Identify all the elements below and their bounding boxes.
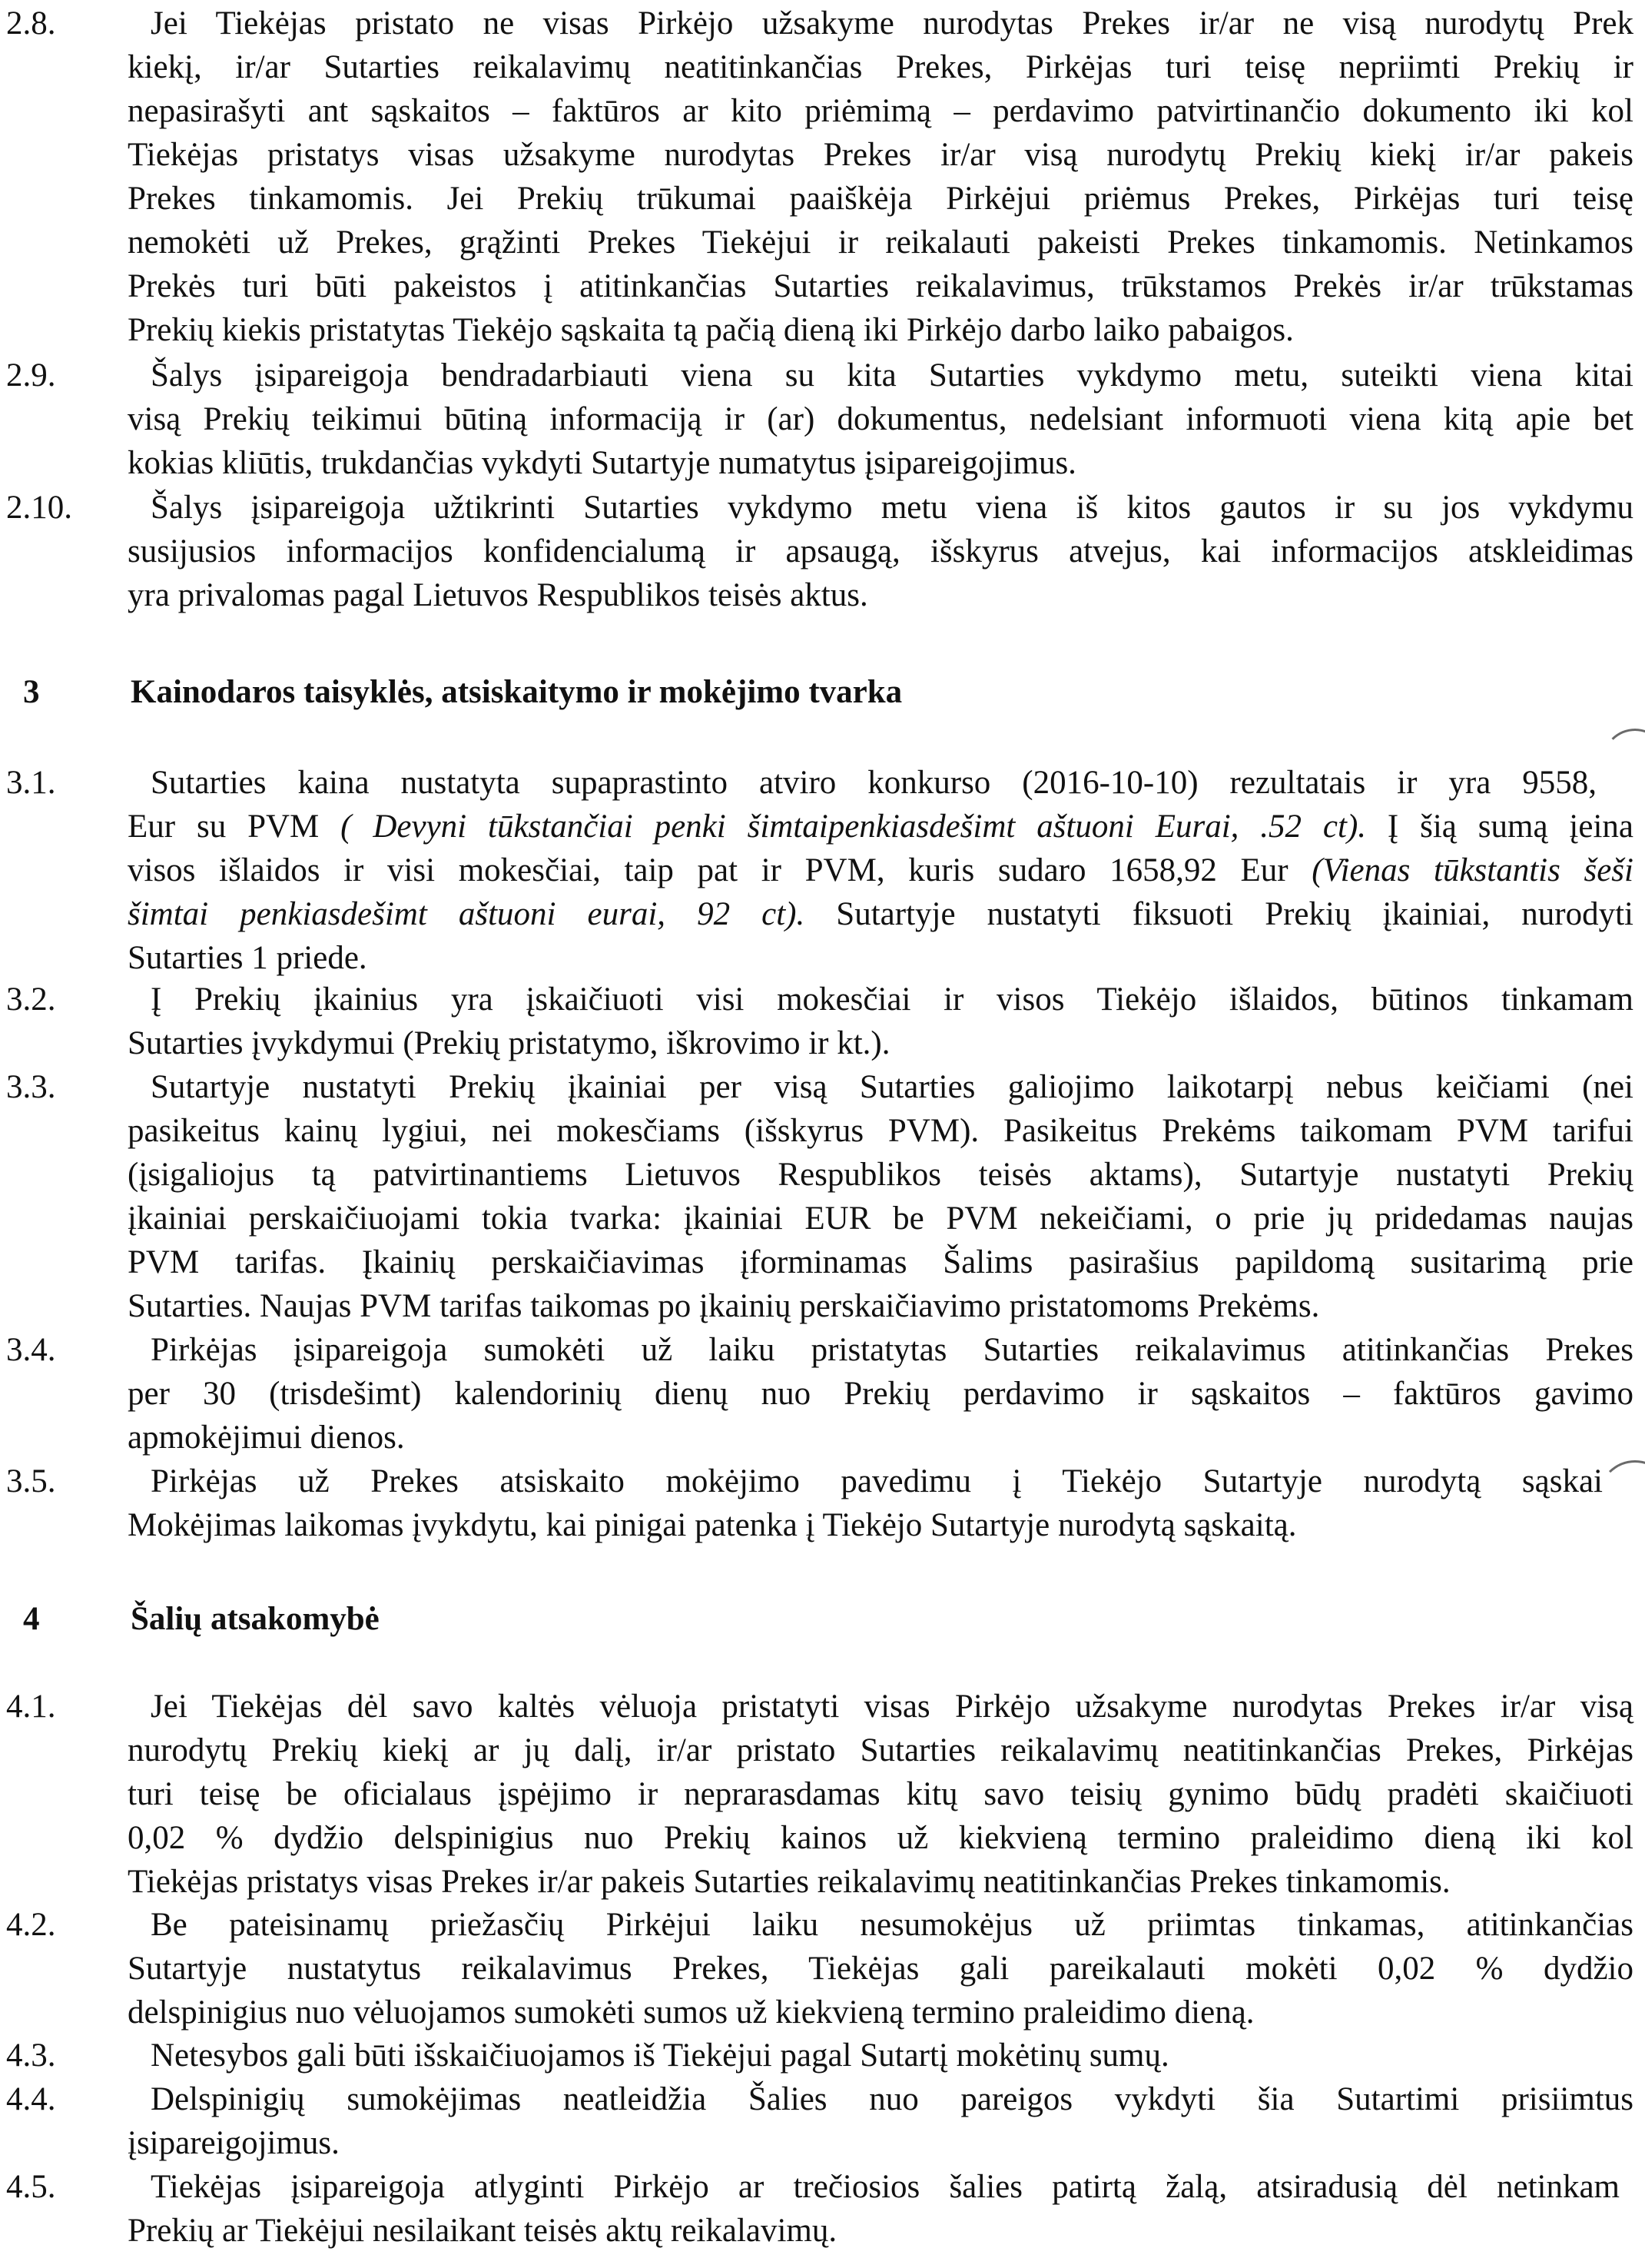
clause-text-line: visos išlaidos ir visi mokesčiai, taip pat ir PVM, kuris sudaro 1658,92 Eur (Vienas tūkstantis šeši: [128, 852, 1633, 888]
clause-text-line: Pirkėjas už Prekes atsiskaito mokėjimo pavedimu į Tiekėjo Sutartyje nurodytą sąskai: [151, 1463, 1603, 1499]
clause-text-line: Prekės turi būti pakeistos į atitinkančias Sutarties reikalavimus, trūkstamos Prekės ir/ar trūkstamas: [128, 268, 1633, 304]
clause-text-line: kiekį, ir/ar Sutarties reikalavimų neatitinkančias Prekes, Pirkėjas turi teisę nepriimti Prekių ir: [128, 49, 1633, 85]
clause-text-line: Sutartyje nustatytus reikalavimus Prekes, Tiekėjas gali pareikalauti mokėti 0,02 % dydžio: [128, 1951, 1633, 1987]
clause-2-8: [6, 2, 1633, 352]
clause-text-line: Tiekėjas pristatys visas Prekes ir/ar pakeis Sutarties reikalavimų neatitinkančias Prekes tinkamomis.: [128, 1864, 1451, 1900]
clause-number: 2.8.: [6, 5, 56, 42]
clause-4-5: [6, 2165, 1633, 2253]
clause-text-line: šimtai penkiasdešimt aštuoni eurai, 92 ct). Sutartyje nustatyti fiksuoti Prekių įkainiai, nurodyti: [128, 896, 1633, 932]
clause-text-line: Sutarties 1 priede.: [128, 940, 367, 976]
section-heading-4: [23, 1597, 380, 1641]
section-heading-3: [23, 670, 902, 714]
clause-text-line: Pirkėjas įsipareigoja sumokėti už laiku pristatytas Sutarties reikalavimus atitinkančias Prekes: [151, 1332, 1633, 1368]
clause-text-line: Prekių ar Tiekėjui nesilaikant teisės aktų reikalavimų.: [128, 2213, 837, 2249]
clause-text-line: pasikeitus kainų lygiui, nei mokesčiams (išskyrus PVM). Pasikeitus Prekėms taikomam PVM tarifui: [128, 1113, 1633, 1149]
section-title: Šalių atsakomybė: [131, 1601, 380, 1637]
clause-text-line: nurodytų Prekių kiekį ar jų dalį, ir/ar pristato Sutarties reikalavimų neatitinkančias Prekes, Pirkėjas: [128, 1732, 1633, 1768]
clause-2-9: [6, 354, 1633, 485]
clause-text-line: Netesybos gali būti išskaičiuojamos iš Tiekėjui pagal Sutartį mokėtinų sumų.: [151, 2037, 1169, 2074]
clause-number: 4.4.: [6, 2081, 56, 2117]
section-number: 4: [23, 1601, 40, 1637]
clause-text-line: Į Prekių įkainius yra įskaičiuoti visi mokesčiai ir visos Tiekėjo išlaidos, būtinos tinkamam: [151, 981, 1633, 1018]
clause-text-line: Jei Tiekėjas pristato ne visas Pirkėjo užsakyme nurodytas Prekes ir/ar ne visą nurodytų Prek: [151, 5, 1633, 42]
clause-text-line: Sutarties. Naujas PVM tarifas taikomas po įkainių perskaičiavimo pristatomoms Prekėms.: [128, 1288, 1320, 1324]
clause-text-line: Tiekėjas įsipareigoja atlyginti Pirkėjo ar trečiosios šalies patirtą žalą, atsiradusią dėl netinkam: [151, 2169, 1620, 2205]
clause-4-2: [6, 1903, 1633, 2034]
clause-text-line: Be pateisinamų priežasčių Pirkėjui laiku nesumokėjus už priimtas tinkamas, atitinkančias: [151, 1907, 1633, 1943]
clause-text-line: nemokėti už Prekes, grąžinti Prekes Tiekėjui ir reikalauti pakeisti Prekes tinkamomis. Netinkamos: [128, 224, 1633, 261]
clause-3-5: [6, 1459, 1633, 1547]
clause-4-4: [6, 2077, 1633, 2165]
clause-number: 4.1.: [6, 1689, 56, 1725]
clause-number: 3.3.: [6, 1069, 56, 1105]
clause-text-line: Prekes tinkamomis. Jei Prekių trūkumai paaiškėja Pirkėjui priėmus Prekes, Pirkėjas turi teisę: [128, 181, 1633, 217]
clause-number: 2.9.: [6, 357, 56, 393]
clause-text-line: įsipareigojimus.: [128, 2125, 340, 2161]
clause-text-line: kokias kliūtis, trukdančias vykdyti Sutartyje numatytus įsipareigojimus.: [128, 445, 1076, 481]
clause-number: 3.2.: [6, 981, 56, 1018]
clause-text-line: Sutarties kaina nustatyta supaprastinto atviro konkurso (2016-10-10) rezultatais ir yra 9558,: [151, 765, 1597, 801]
clause-text-line: Mokėjimas laikomas įvykdytu, kai pinigai patenka į Tiekėjo Sutartyje nurodytą sąskaitą.: [128, 1507, 1297, 1543]
clause-text-line: nepasirašyti ant sąskaitos – faktūros ar kito priėmimą – perdavimo patvirtinančio dokumento iki kol: [128, 93, 1633, 129]
clause-text-line: apmokėjimui dienos.: [128, 1420, 405, 1456]
clause-text-line: turi teisę be oficialaus įspėjimo ir neprarasdamas kitų savo teisių gynimo būdų pradėti skaičiuoti: [128, 1776, 1633, 1812]
clause-3-2: [6, 978, 1633, 1065]
clause-text-line: delspinigius nuo vėluojamos sumokėti sumos už kiekvieną termino praleidimo dieną.: [128, 1994, 1255, 2031]
clause-text-line: Šalys įsipareigoja užtikrinti Sutarties vykdymo metu viena iš kitos gautos ir su jos vykdymu: [151, 490, 1633, 526]
clause-text-line: Delspinigių sumokėjimas neatleidžia Šalies nuo pareigos vykdyti šia Sutartimi prisiimtus: [151, 2081, 1633, 2117]
clause-2-10: [6, 486, 1633, 617]
clause-number: 3.4.: [6, 1332, 56, 1368]
clause-text-line: Šalys įsipareigoja bendradarbiauti viena su kita Sutarties vykdymo metu, suteikti viena kitai: [151, 357, 1633, 393]
clause-text-line: įkainiai perskaičiuojami tokia tvarka: įkainiai EUR be PVM nekeičiami, o prie jų pridedamas naujas: [128, 1200, 1633, 1237]
clause-number: 2.10.: [6, 490, 72, 526]
clause-3-4: [6, 1328, 1633, 1459]
clause-text-line: Tiekėjas pristatys visas užsakyme nurodytas Prekes ir/ar visą nurodytų Prekių kiekį ir/ar pakeis: [128, 137, 1633, 173]
clause-3-1: [6, 761, 1633, 980]
clause-number: 4.5.: [6, 2169, 56, 2205]
clause-text-line: Eur su PVM ( Devyni tūkstančiai penki šimtaipenkiasdešimt aštuoni Eurai, .52 ct). Į šią sumą įeina: [128, 809, 1633, 845]
clause-text-line: visą Prekių teikimui būtiną informaciją ir (ar) dokumentus, nedelsiant informuoti viena kitą apie bet: [128, 401, 1633, 437]
clause-3-3: [6, 1065, 1633, 1328]
clause-text-line: 0,02 % dydžio delspinigius nuo Prekių kainos už kiekvieną termino praleidimo dieną iki kol: [128, 1820, 1633, 1856]
clause-text-line: (įsigaliojus tą patvirtinantiems Lietuvos Respublikos teisės aktams), Sutartyje nustatyti Prekių: [128, 1157, 1633, 1193]
clause-text-line: PVM tarifas. Įkainių perskaičiavimas įforminamas Šalims pasirašius papildomą susitarimą prie: [128, 1244, 1633, 1280]
clause-4-3: [6, 2034, 1633, 2077]
clause-number: 3.5.: [6, 1463, 56, 1499]
section-title: Kainodaros taisyklės, atsiskaitymo ir mokėjimo tvarka: [131, 674, 903, 710]
clause-text-line: yra privalomas pagal Lietuvos Respublikos teisės aktus.: [128, 577, 868, 613]
clause-text-line: susijusios informacijos konfidencialumą ir apsaugą, išskyrus atvejus, kai informacijos atskleidimas: [128, 533, 1633, 569]
clause-number: 4.2.: [6, 1907, 56, 1943]
clause-4-1: [6, 1685, 1633, 1904]
clause-text-line: per 30 (trisdešimt) kalendorinių dienų nuo Prekių perdavimo ir sąskaitos – faktūros gavimo: [128, 1376, 1633, 1412]
clause-text-line: Sutartyje nustatyti Prekių įkainiai per visą Sutarties galiojimo laikotarpį nebus keičiami (nei: [151, 1069, 1633, 1105]
clause-number: 4.3.: [6, 2037, 56, 2074]
clause-text-line: Prekių kiekis pristatytas Tiekėjo sąskaita tą pačią dieną iki Pirkėjo darbo laiko pabaigos.: [128, 312, 1294, 348]
section-number: 3: [23, 674, 40, 710]
clause-text-line: Jei Tiekėjas dėl savo kaltės vėluoja pristatyti visas Pirkėjo užsakyme nurodytas Prekes ir/ar visą: [151, 1689, 1633, 1725]
clause-text-line: Sutarties įvykdymui (Prekių pristatymo, iškrovimo ir kt.).: [128, 1025, 890, 1061]
clause-number: 3.1.: [6, 765, 56, 801]
